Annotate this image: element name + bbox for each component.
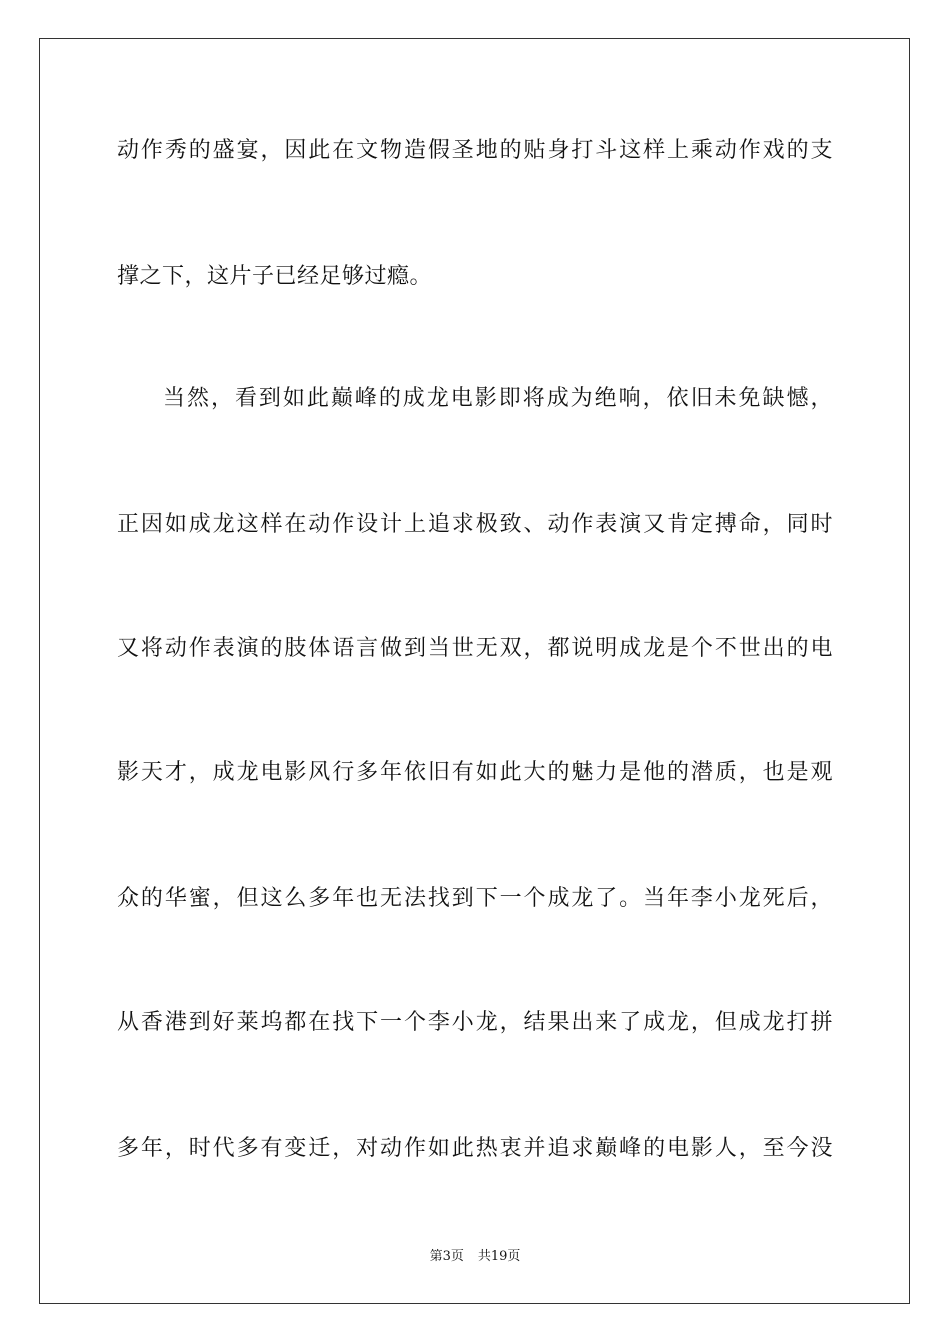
page-footer [0,1248,950,1266]
body-text-line: 撑之下，这片子已经足够过瘾。 [117,264,433,289]
page-number: 第3页 [429,1249,464,1264]
body-text-line: 当然，看到如此巅峰的成龙电影即将成为绝响，依旧未免缺憾， [163,386,833,411]
body-text-line: 多年，时代多有变迁，对动作如此热衷并追求巅峰的电影人，至今没 [117,1136,833,1161]
body-text-line: 正因如成龙这样在动作设计上追求极致、动作表演又肯定搏命，同时 [117,512,833,537]
page-total: 共19页 [477,1249,521,1264]
body-text-line: 从香港到好莱坞都在找下一个李小龙，结果出来了成龙，但成龙打拼 [117,1010,833,1035]
body-text-line: 众的华蜜，但这么多年也无法找到下一个成龙了。当年李小龙死后， [117,886,833,911]
page-border [39,38,910,1304]
body-text-line: 动作秀的盛宴，因此在文物造假圣地的贴身打斗这样上乘动作戏的支 [117,138,833,163]
body-text-line: 又将动作表演的肢体语言做到当世无双，都说明成龙是个不世出的电 [117,636,833,661]
body-text-line: 影天才，成龙电影风行多年依旧有如此大的魅力是他的潜质，也是观 [117,760,833,785]
